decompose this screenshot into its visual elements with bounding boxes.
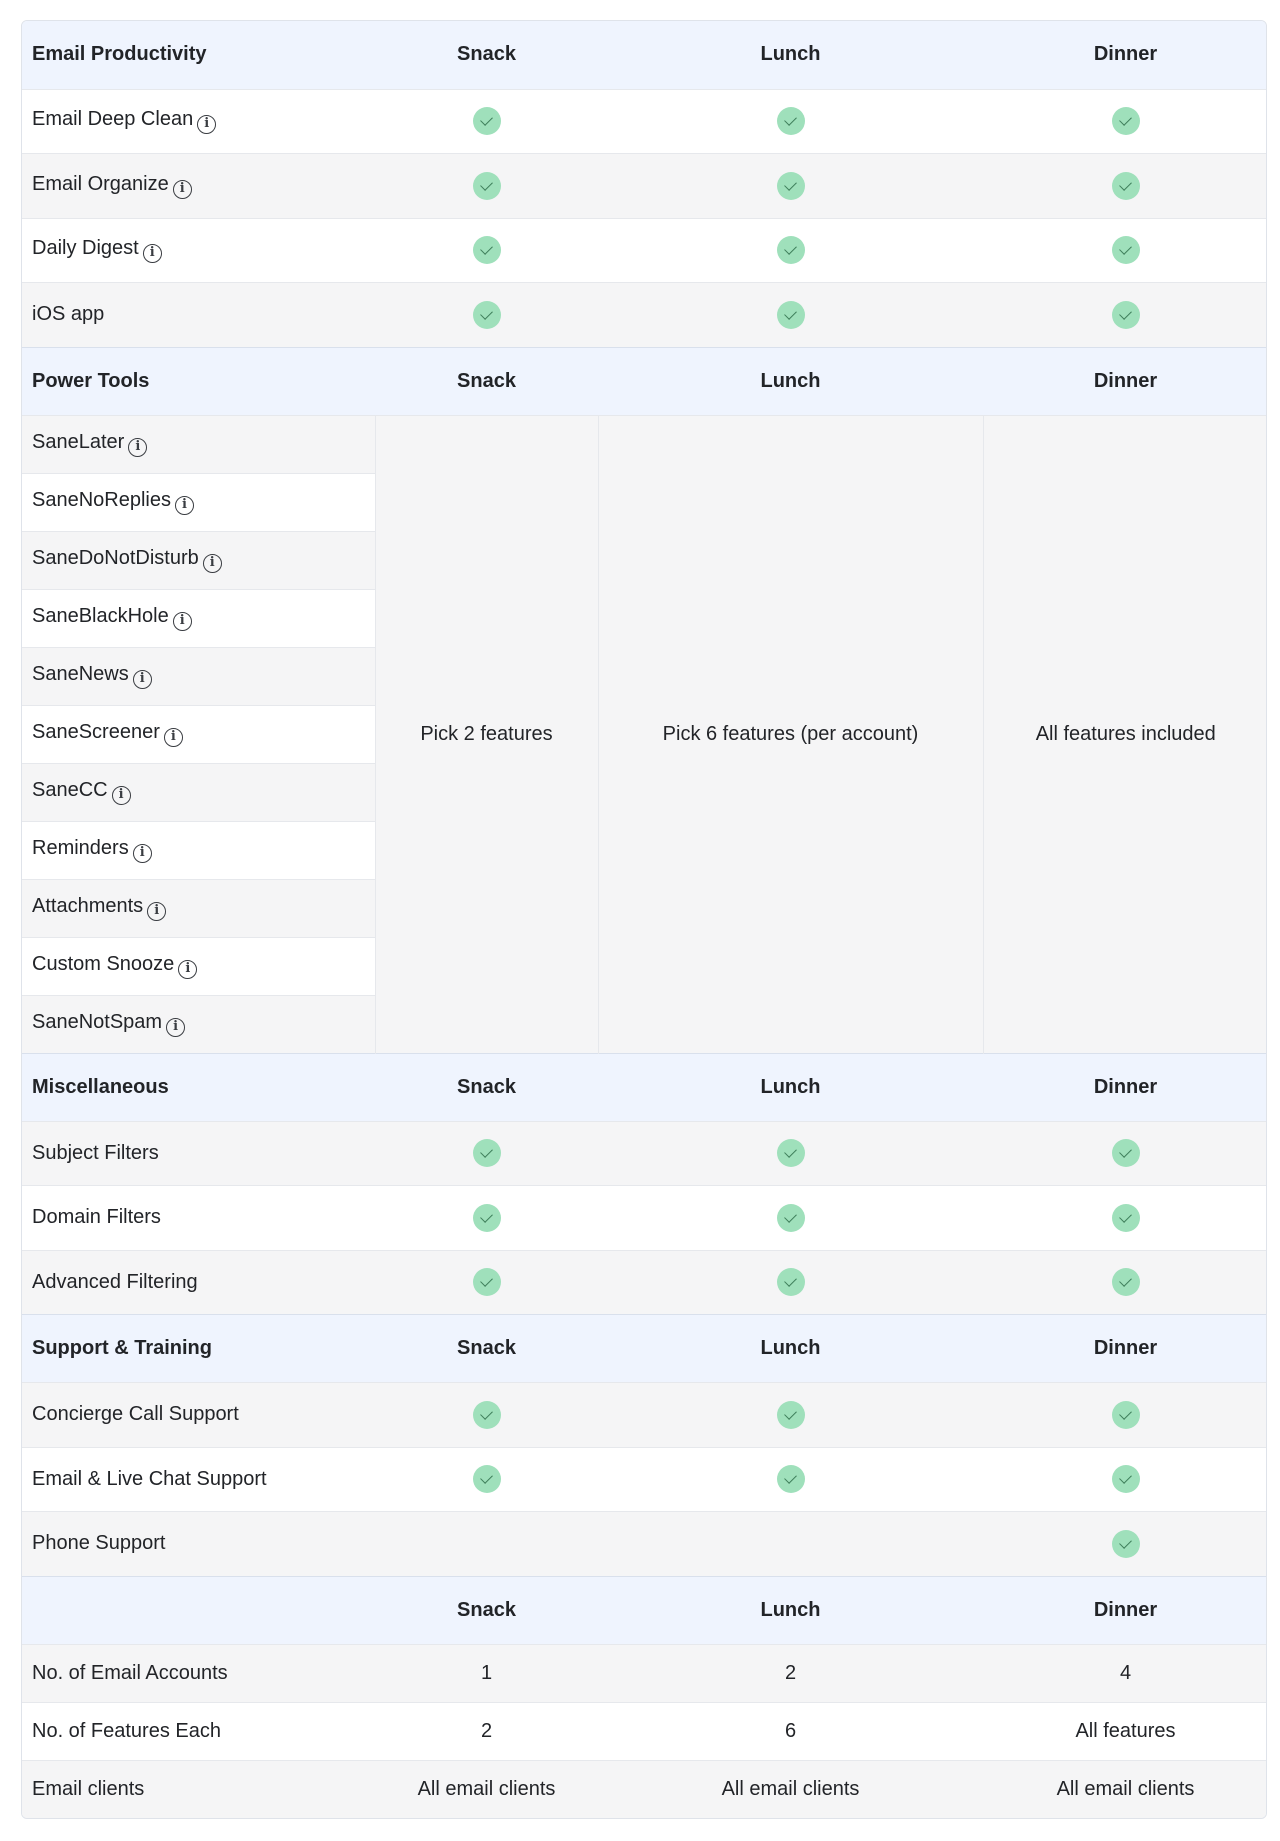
dinner-value: All features: [983, 1702, 1267, 1760]
feature-label: Phone Support: [22, 1512, 375, 1577]
feature-label: SaneNoReplies: [32, 489, 171, 511]
section-title: Power Tools: [22, 347, 375, 415]
feature-label: Reminders: [32, 837, 129, 859]
check-circle-icon: [777, 1139, 805, 1167]
info-icon[interactable]: i: [133, 844, 152, 863]
feature-label: Domain Filters: [22, 1186, 375, 1251]
table-row: [22, 1702, 1267, 1760]
info-icon[interactable]: i: [147, 902, 166, 921]
feature-label: SaneNotSpam: [32, 1011, 163, 1033]
check-circle-icon: [473, 236, 501, 264]
check-circle-icon: [473, 1401, 501, 1429]
empty-cell: [375, 1512, 598, 1577]
plan-header-lunch: Lunch: [598, 21, 983, 89]
info-icon[interactable]: i: [143, 244, 162, 263]
plan-header-snack: Snack: [375, 1576, 598, 1644]
check-circle-icon: [777, 1401, 805, 1429]
section-title: Email Productivity: [22, 21, 375, 89]
table-row: [22, 1121, 1267, 1186]
check-circle-icon: [777, 236, 805, 264]
plan-header-dinner: Dinner: [983, 21, 1267, 89]
feature-label: Email clients: [22, 1760, 375, 1818]
dinner-value: All email clients: [983, 1760, 1267, 1818]
plan-header-lunch: Lunch: [598, 1576, 983, 1644]
check-circle-icon: [473, 1465, 501, 1493]
section-header-power-tools: [22, 347, 1267, 415]
table-row: [22, 1250, 1267, 1315]
check-circle-icon: [1112, 1139, 1140, 1167]
plan-header-dinner: Dinner: [983, 347, 1267, 415]
check-circle-icon: [473, 301, 501, 329]
info-icon[interactable]: i: [175, 496, 194, 515]
table-row: [22, 89, 1267, 154]
snack-power-tools-value: Pick 2 features: [375, 415, 598, 1053]
check-circle-icon: [1112, 1465, 1140, 1493]
feature-label: SaneScreener: [32, 721, 160, 743]
section-title: [22, 1576, 375, 1644]
feature-label: SaneBlackHole: [32, 605, 169, 627]
snack-value: All email clients: [375, 1760, 598, 1818]
pricing-comparison-table: [21, 20, 1267, 1819]
feature-label: SaneCC: [32, 779, 108, 801]
check-circle-icon: [1112, 1268, 1140, 1296]
lunch-value: All email clients: [598, 1760, 983, 1818]
check-circle-icon: [777, 1465, 805, 1493]
plan-header-snack: Snack: [375, 1053, 598, 1121]
info-icon[interactable]: i: [173, 180, 192, 199]
feature-label: Concierge Call Support: [22, 1383, 375, 1448]
feature-label: No. of Features Each: [22, 1702, 375, 1760]
section-header-support-training: [22, 1315, 1267, 1383]
feature-label: SaneNews: [32, 663, 129, 685]
info-icon[interactable]: i: [173, 612, 192, 631]
lunch-power-tools-value: Pick 6 features (per account): [598, 415, 983, 1053]
check-circle-icon: [1112, 236, 1140, 264]
check-circle-icon: [777, 1204, 805, 1232]
feature-label: Advanced Filtering: [22, 1250, 375, 1315]
section-header-limits: [22, 1576, 1267, 1644]
info-icon[interactable]: i: [197, 115, 216, 134]
feature-label: Custom Snooze: [32, 953, 175, 975]
feature-label: SaneLater: [32, 431, 125, 453]
check-circle-icon: [1112, 172, 1140, 200]
check-circle-icon: [1112, 1204, 1140, 1232]
check-circle-icon: [473, 1139, 501, 1167]
check-circle-icon: [1112, 107, 1140, 135]
plan-header-dinner: Dinner: [983, 1576, 1267, 1644]
check-circle-icon: [473, 1268, 501, 1296]
table-row: [22, 1383, 1267, 1448]
check-circle-icon: [473, 172, 501, 200]
plan-header-snack: Snack: [375, 21, 598, 89]
info-icon[interactable]: i: [178, 960, 197, 979]
table-row: [22, 1644, 1267, 1702]
section-header-email-productivity: [22, 21, 1267, 89]
feature-label: Email Organize: [32, 172, 169, 195]
plan-header-snack: Snack: [375, 347, 598, 415]
info-icon[interactable]: i: [133, 670, 152, 689]
lunch-value: 2: [598, 1644, 983, 1702]
feature-label: Subject Filters: [22, 1121, 375, 1186]
table-row: [22, 1760, 1267, 1818]
plan-header-snack: Snack: [375, 1315, 598, 1383]
section-title: Support & Training: [22, 1315, 375, 1383]
feature-label: Attachments: [32, 895, 144, 917]
snack-value: 1: [375, 1644, 598, 1702]
section-header-miscellaneous: [22, 1053, 1267, 1121]
lunch-value: 6: [598, 1702, 983, 1760]
dinner-value: 4: [983, 1644, 1267, 1702]
section-title: Miscellaneous: [22, 1053, 375, 1121]
plan-header-dinner: Dinner: [983, 1053, 1267, 1121]
check-circle-icon: [1112, 1401, 1140, 1429]
feature-label: Email Deep Clean: [32, 108, 194, 131]
feature-label: SaneDoNotDisturb: [32, 547, 199, 569]
feature-label: Email & Live Chat Support: [22, 1447, 375, 1512]
info-icon[interactable]: i: [164, 728, 183, 747]
check-circle-icon: [473, 107, 501, 135]
plan-header-lunch: Lunch: [598, 1315, 983, 1383]
table-row: [22, 1447, 1267, 1512]
table-row: [22, 1186, 1267, 1251]
table-row: [22, 283, 1267, 348]
table-row: [22, 1512, 1267, 1577]
check-circle-icon: [777, 107, 805, 135]
info-icon[interactable]: i: [166, 1018, 185, 1037]
table-row: [22, 218, 1267, 283]
empty-cell: [598, 1512, 983, 1577]
plan-header-lunch: Lunch: [598, 1053, 983, 1121]
plan-header-lunch: Lunch: [598, 347, 983, 415]
feature-label: No. of Email Accounts: [22, 1644, 375, 1702]
table-row: [22, 154, 1267, 219]
snack-value: 2: [375, 1702, 598, 1760]
check-circle-icon: [1112, 1530, 1140, 1558]
info-icon[interactable]: i: [128, 438, 147, 457]
check-circle-icon: [1112, 301, 1140, 329]
info-icon[interactable]: i: [112, 786, 131, 805]
plan-header-dinner: Dinner: [983, 1315, 1267, 1383]
dinner-power-tools-value: All features included: [983, 415, 1267, 1053]
check-circle-icon: [777, 301, 805, 329]
check-circle-icon: [777, 1268, 805, 1296]
check-circle-icon: [777, 172, 805, 200]
feature-label: iOS app: [32, 303, 105, 326]
feature-label: Daily Digest: [32, 237, 139, 260]
table-row: [22, 415, 1267, 473]
check-circle-icon: [473, 1204, 501, 1232]
info-icon[interactable]: i: [203, 554, 222, 573]
